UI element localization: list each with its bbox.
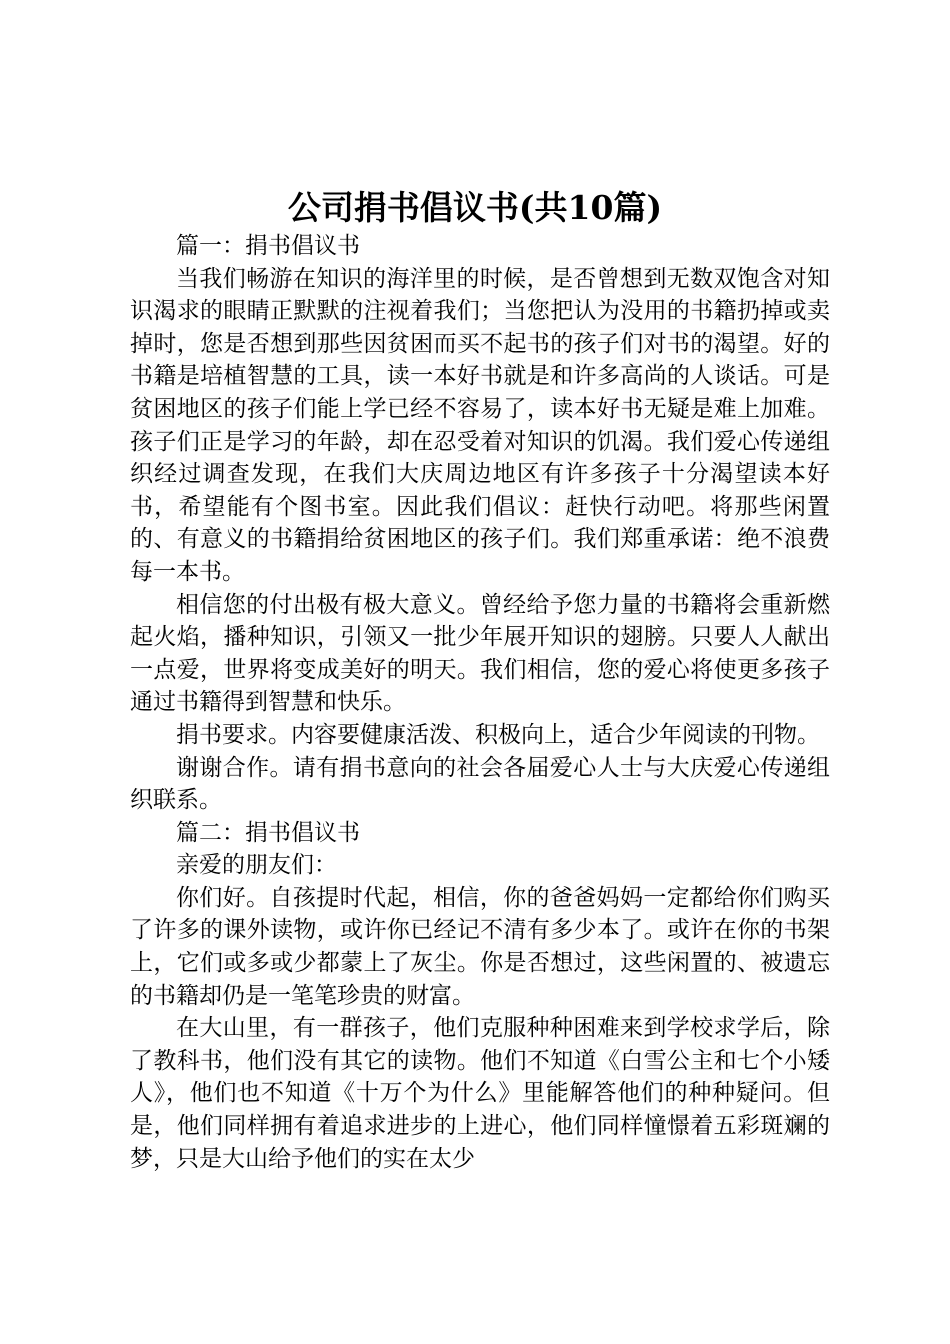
document-title: 公司捐书倡议书(共10篇) (287, 188, 663, 227)
salutation: 亲爱的朋友们： (176, 852, 337, 879)
body-paragraph: 在大山里，有一群孩子，他们克服种种困难来到学校求学后，除了教科书，他们没有其它的读物。他们不知道《白雪公主和七个小矮人》，他们也不知道《十万个为什么》里能解答他们的种种疑问。但是，他们同样拥有着追求进步的上进心，他们同样憧憬着五彩斑斓的梦，只是大山给予他们的实在太少 (130, 1015, 830, 1172)
body-paragraph: 你们好。自孩提时代起，相信，你的爸爸妈妈一定都给你们购买了许多的课外读物，或许你已经记不清有多少本了。或许在你的书架上，它们或多或少都蒙上了灰尘。你是否想过，这些闲置的、被遗忘的书籍却仍是一笔笔珍贵的财富。 (130, 884, 830, 1009)
document-body (130, 230, 830, 1175)
section-heading: 篇一：捐书倡议书 (176, 233, 360, 259)
body-paragraph: 捐书要求。内容要健康活泼、积极向上，适合少年阅读的刊物。 (176, 721, 820, 748)
section-heading: 篇二：捐书倡议书 (176, 819, 360, 846)
body-paragraph: 相信您的付出极有极大意义。曾经给予您力量的书籍将会重新燃起火焰，播种知识，引领又一批少年展开知识的翅膀。只要人人献出一点爱，世界将变成美好的明天。我们相信，您的爱心将使更多孩子通过书籍得到智慧和快乐。 (130, 591, 830, 716)
body-paragraph: 当我们畅游在知识的海洋里的时候，是否曾想到无数双饱含对知识渴求的眼睛正默默的注视着我们；当您把认为没用的书籍扔掉或卖掉时，您是否想到那些因贫困而买不起书的孩子们对书的渴望。好的书籍是培植智慧的工具，读一本好书就是和许多高尚的人谈话。可是贫困地区的孩子们能上学已经不容易了，读本好书无疑是难上加难。孩子们正是学习的年龄，却在忍受着对知识的饥渴。我们爱心传递组织经过调查发现，在我们大庆周边地区有许多孩子十分渴望读本好书，希望能有个图书室。因此我们倡议：赶快行动吧。将那些闲置的、有意义的书籍捐给贫困地区的孩子们。我们郑重承诺：绝不浪费每一本书。 (130, 265, 830, 585)
body-paragraph: 谢谢合作。请有捐书意向的社会各届爱心人士与大庆爱心传递组织联系。 (130, 754, 830, 814)
